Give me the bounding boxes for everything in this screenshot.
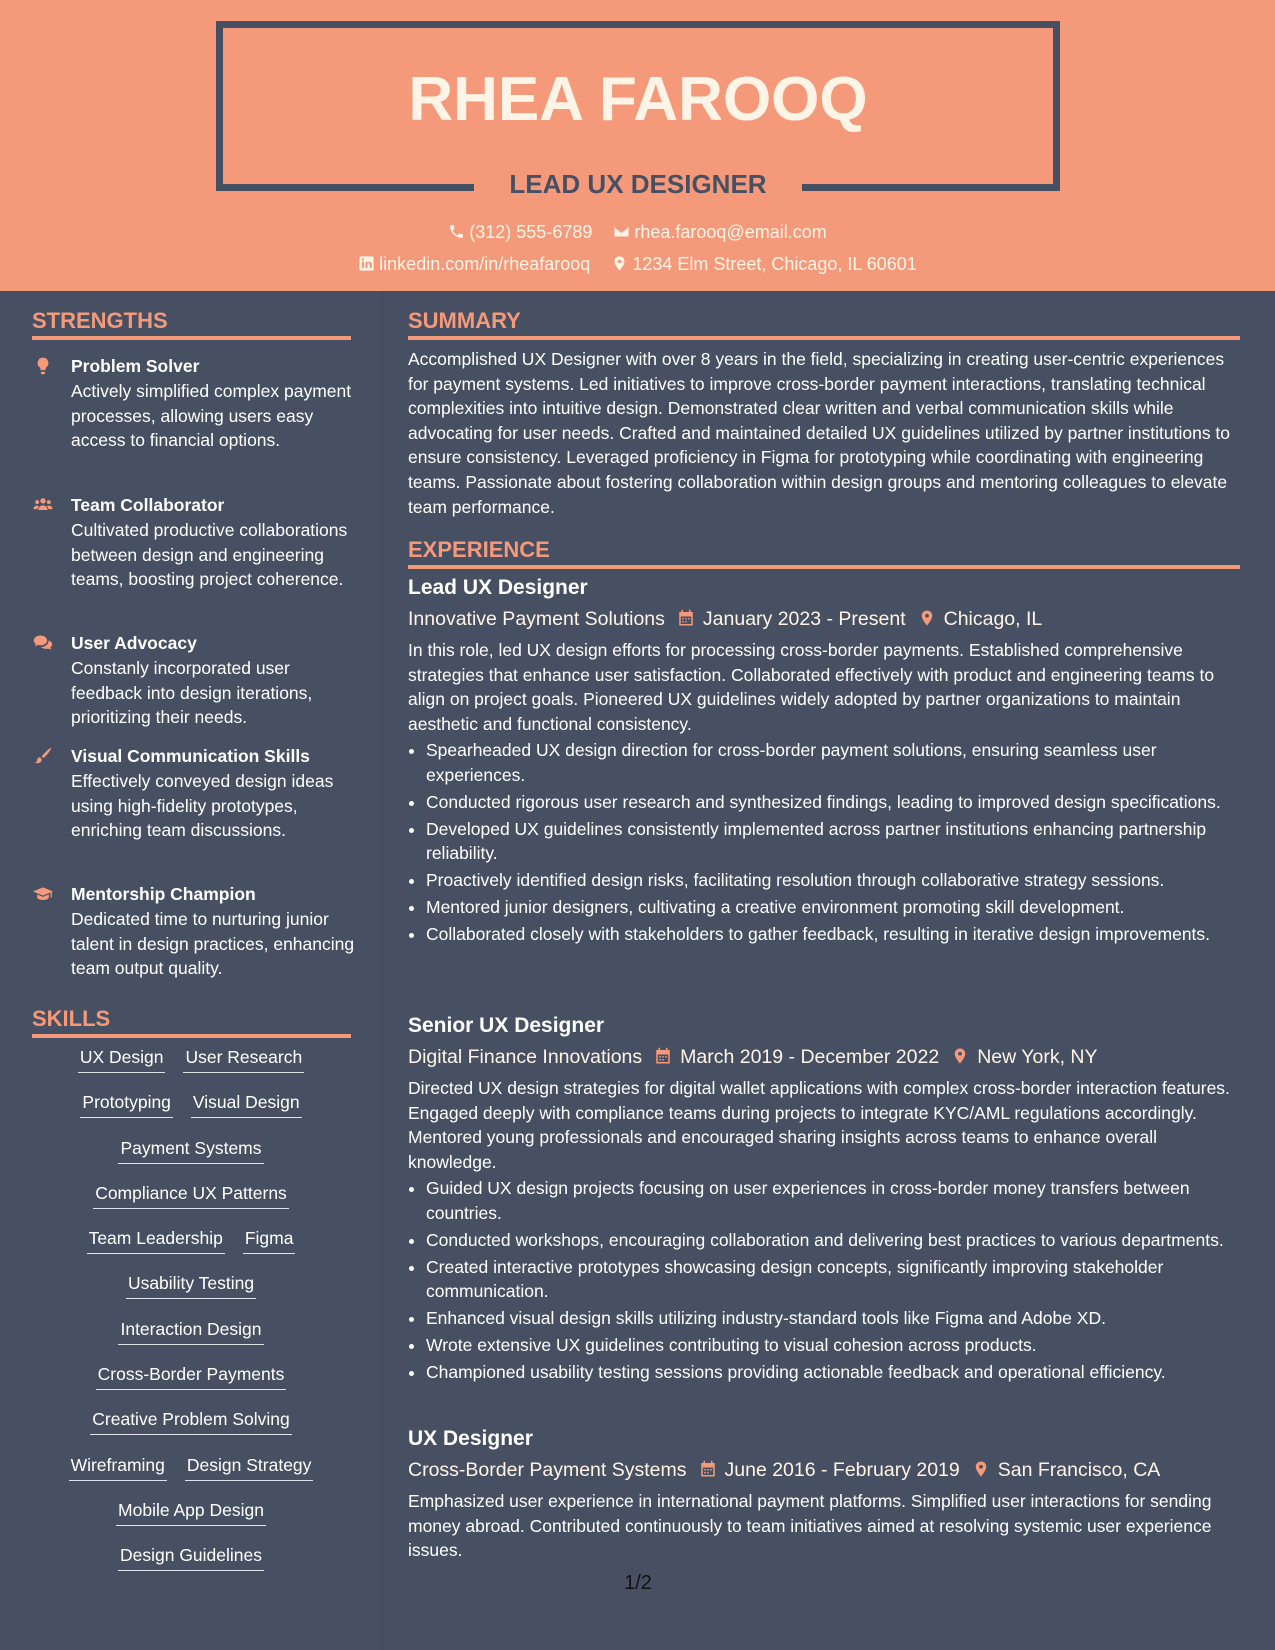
- calendar-icon: [699, 1459, 717, 1477]
- strength-title: Problem Solver: [71, 356, 200, 376]
- skill-tag: UX Design: [78, 1045, 166, 1073]
- calendar-icon: [677, 608, 695, 626]
- skill-row: [32, 1498, 350, 1543]
- skill-tag: Compliance UX Patterns: [93, 1181, 289, 1209]
- users-icon: [32, 495, 56, 515]
- skill-row: [32, 1407, 350, 1452]
- job-bullet: • Mentored junior designers, cultivating a creative environment promoting skill development.: [426, 895, 1240, 920]
- job-bullets: [408, 738, 1240, 947]
- skill-row: [32, 1090, 350, 1135]
- skill-row: [32, 1045, 350, 1090]
- contact-phone[interactable]: [448, 220, 592, 244]
- strengths-heading: STRENGTHS: [32, 308, 168, 333]
- skill-row: [32, 1226, 350, 1271]
- job-dates: June 2016 - February 2019: [724, 1459, 960, 1481]
- strength-desc: Dedicated time to nurturing junior talent in design practices, enhancing team output quality.: [71, 909, 355, 978]
- skill-row: [32, 1362, 350, 1407]
- comments-icon: [32, 633, 56, 653]
- job-description: Emphasized user experience in international payment platforms. Simplified user interactions for sending money abroad. Contributed continuously to team initiatives aimed at resolving systemic user experience issues.: [408, 1491, 1212, 1560]
- envelope-icon: [613, 223, 630, 240]
- skills-list: [32, 1045, 350, 1589]
- calendar-icon: [654, 1046, 672, 1064]
- strengths-rule: [32, 336, 351, 340]
- skills-rule: [32, 1034, 351, 1038]
- skill-row: [32, 1271, 350, 1316]
- column-divider: [382, 291, 383, 1650]
- skills-heading: SKILLS: [32, 1006, 111, 1031]
- skill-tag: Mobile App Design: [116, 1498, 266, 1526]
- skill-tag: Figma: [243, 1226, 296, 1254]
- job-dates: March 2019 - December 2022: [680, 1046, 940, 1068]
- skill-row: [32, 1136, 350, 1181]
- job-bullets: [408, 1176, 1240, 1385]
- address-text: 1234 Elm Street, Chicago, IL 60601: [632, 254, 917, 274]
- job-description: Directed UX design strategies for digital wallet applications with complex cross-border interaction features. Engaged deeply with compliance teams during projects to integrate KYC/AML regulations accordingly. Mentored young professionals and encouraged sharing insights across teams to enhance overall knowledge.: [408, 1078, 1230, 1172]
- job-entry: [408, 1425, 1240, 1563]
- skill-tag: Usability Testing: [126, 1271, 256, 1299]
- job-meta: [408, 606, 1240, 632]
- job-title: UX Designer: [408, 1427, 533, 1450]
- graduation-cap-icon: [32, 884, 56, 904]
- skill-row: [32, 1543, 350, 1588]
- strength-desc: Constanly incorporated user feedback into design iterations, prioritizing their needs.: [71, 658, 313, 727]
- frame-bottom-left: [216, 184, 474, 191]
- skill-tag: Cross-Border Payments: [96, 1362, 287, 1390]
- job-company: Digital Finance Innovations: [408, 1046, 643, 1068]
- skill-tag: User Research: [183, 1045, 304, 1073]
- candidate-title: LEAD UX DESIGNER: [509, 169, 767, 199]
- strength-desc: Cultivated productive collaborations between design and engineering teams, boosting project coherence.: [71, 520, 348, 589]
- map-pin-icon: [972, 1459, 990, 1477]
- strength-title: Mentorship Champion: [71, 884, 256, 904]
- job-dates: January 2023 - Present: [702, 608, 906, 630]
- job-title: Senior UX Designer: [408, 1014, 605, 1037]
- skill-row: [32, 1181, 350, 1226]
- summary-text: Accomplished UX Designer with over 8 years in the field, specializing in creating user-centric experiences for payment systems. Led initiatives to improve cross-border payment interactions, translating technical complexities into intuitive design. Demonstrated clear written and verbal communication skills while advocating for user needs. Crafted and maintained detailed UX guidelines utilized by partner institutions to ensure consistency. Leveraged proficiency in Figma for prototyping while coordinating with engineering teams. Passionate about fostering collaboration within design groups and mentoring colleagues to elevate team performance.: [408, 349, 1231, 517]
- skill-tag: Design Strategy: [185, 1453, 314, 1481]
- skill-tag: Team Leadership: [87, 1226, 225, 1254]
- summary-rule: [408, 336, 1240, 340]
- contact-address: [611, 252, 917, 276]
- skill-tag: Interaction Design: [118, 1317, 263, 1345]
- strength-title: Visual Communication Skills: [71, 746, 310, 766]
- lightbulb-icon: [32, 356, 56, 376]
- strength-desc: Effectively conveyed design ideas using high-fidelity prototypes, enriching team discussions.: [71, 771, 334, 840]
- job-location: San Francisco, CA: [997, 1459, 1161, 1481]
- job-bullet: • Conducted rigorous user research and synthesized findings, leading to improved design specifications.: [426, 790, 1240, 815]
- job-location: New York, NY: [977, 1046, 1098, 1068]
- job-meta: [408, 1457, 1240, 1483]
- skill-tag: Visual Design: [191, 1090, 302, 1118]
- job-bullet: • Created interactive prototypes showcasing design concepts, significantly improving stakeholder communication.: [426, 1255, 1240, 1304]
- page-number: 1/2: [624, 1572, 652, 1594]
- linkedin-icon: [358, 255, 375, 272]
- job-entry: [408, 574, 1240, 949]
- phone-icon: [448, 223, 465, 240]
- skill-row: [32, 1453, 350, 1498]
- linkedin-text: linkedin.com/in/rheafarooq: [379, 254, 591, 274]
- experience-heading: EXPERIENCE: [408, 537, 550, 562]
- job-title: Lead UX Designer: [408, 576, 588, 599]
- skill-tag: Design Guidelines: [118, 1543, 264, 1571]
- job-entry: [408, 1012, 1240, 1387]
- skill-tag: Wireframing: [69, 1453, 167, 1481]
- header-banner: [0, 0, 1275, 291]
- job-bullet: • Enhanced visual design skills utilizing industry-standard tools like Figma and Adobe XD.: [426, 1306, 1240, 1331]
- skill-tag: Prototyping: [80, 1090, 173, 1118]
- job-company: Cross-Border Payment Systems: [408, 1459, 687, 1481]
- contact-linkedin[interactable]: [358, 252, 590, 276]
- job-meta: [408, 1044, 1240, 1070]
- job-bullet: • Collaborated closely with stakeholders to gather feedback, resulting in iterative design improvements.: [426, 922, 1240, 947]
- contact-email[interactable]: [613, 220, 826, 244]
- contact-row-2: [0, 252, 1275, 276]
- job-company: Innovative Payment Solutions: [408, 608, 665, 630]
- job-location: Chicago, IL: [943, 608, 1043, 630]
- map-pin-icon: [918, 608, 936, 626]
- job-bullet: • Developed UX guidelines consistently implemented across partner institutions enhancing partnership reliability.: [426, 817, 1240, 866]
- strength-title: Team Collaborator: [71, 495, 225, 515]
- job-description: In this role, led UX design efforts for processing cross-border payments. Established comprehensive strategies that enhance user satisfaction. Collaborated effectively with product and engineering teams to align on project goals. Pioneered UX guidelines widely adopted by partner organizations to maintain aesthetic and functional consistency.: [408, 640, 1215, 734]
- frame-bottom-right: [802, 184, 1060, 191]
- map-pin-icon: [951, 1046, 969, 1064]
- summary-heading: SUMMARY: [408, 308, 521, 333]
- paintbrush-icon: [32, 746, 56, 766]
- strength-title: User Advocacy: [71, 633, 197, 653]
- job-bullet: • Wrote extensive UX guidelines contributing to visual cohesion across products.: [426, 1333, 1240, 1358]
- job-bullet: • Spearheaded UX design direction for cross-border payment solutions, ensuring seamless user experiences.: [426, 738, 1240, 787]
- email-text: rhea.farooq@email.com: [634, 222, 827, 242]
- job-bullet: • Proactively identified design risks, facilitating resolution through collaborative strategy sessions.: [426, 868, 1240, 893]
- job-bullet: • Championed usability testing sessions providing actionable feedback and operational efficiency.: [426, 1360, 1240, 1385]
- contact-row-1: [0, 220, 1275, 244]
- skill-tag: Creative Problem Solving: [90, 1407, 291, 1435]
- skill-tag: Payment Systems: [118, 1136, 263, 1164]
- strength-desc: Actively simplified complex payment processes, allowing users easy access to financial options.: [71, 381, 352, 450]
- job-bullet: • Guided UX design projects focusing on user experiences in cross-border money transfers between countries.: [426, 1176, 1240, 1225]
- experience-rule: [408, 565, 1240, 569]
- map-pin-icon: [611, 255, 628, 272]
- job-bullet: • Conducted workshops, encouraging collaboration and delivering best practices to various departments.: [426, 1228, 1240, 1253]
- phone-text: (312) 555-6789: [469, 222, 593, 242]
- skill-row: [32, 1317, 350, 1362]
- candidate-name: RHEA FAROOQ: [408, 65, 868, 134]
